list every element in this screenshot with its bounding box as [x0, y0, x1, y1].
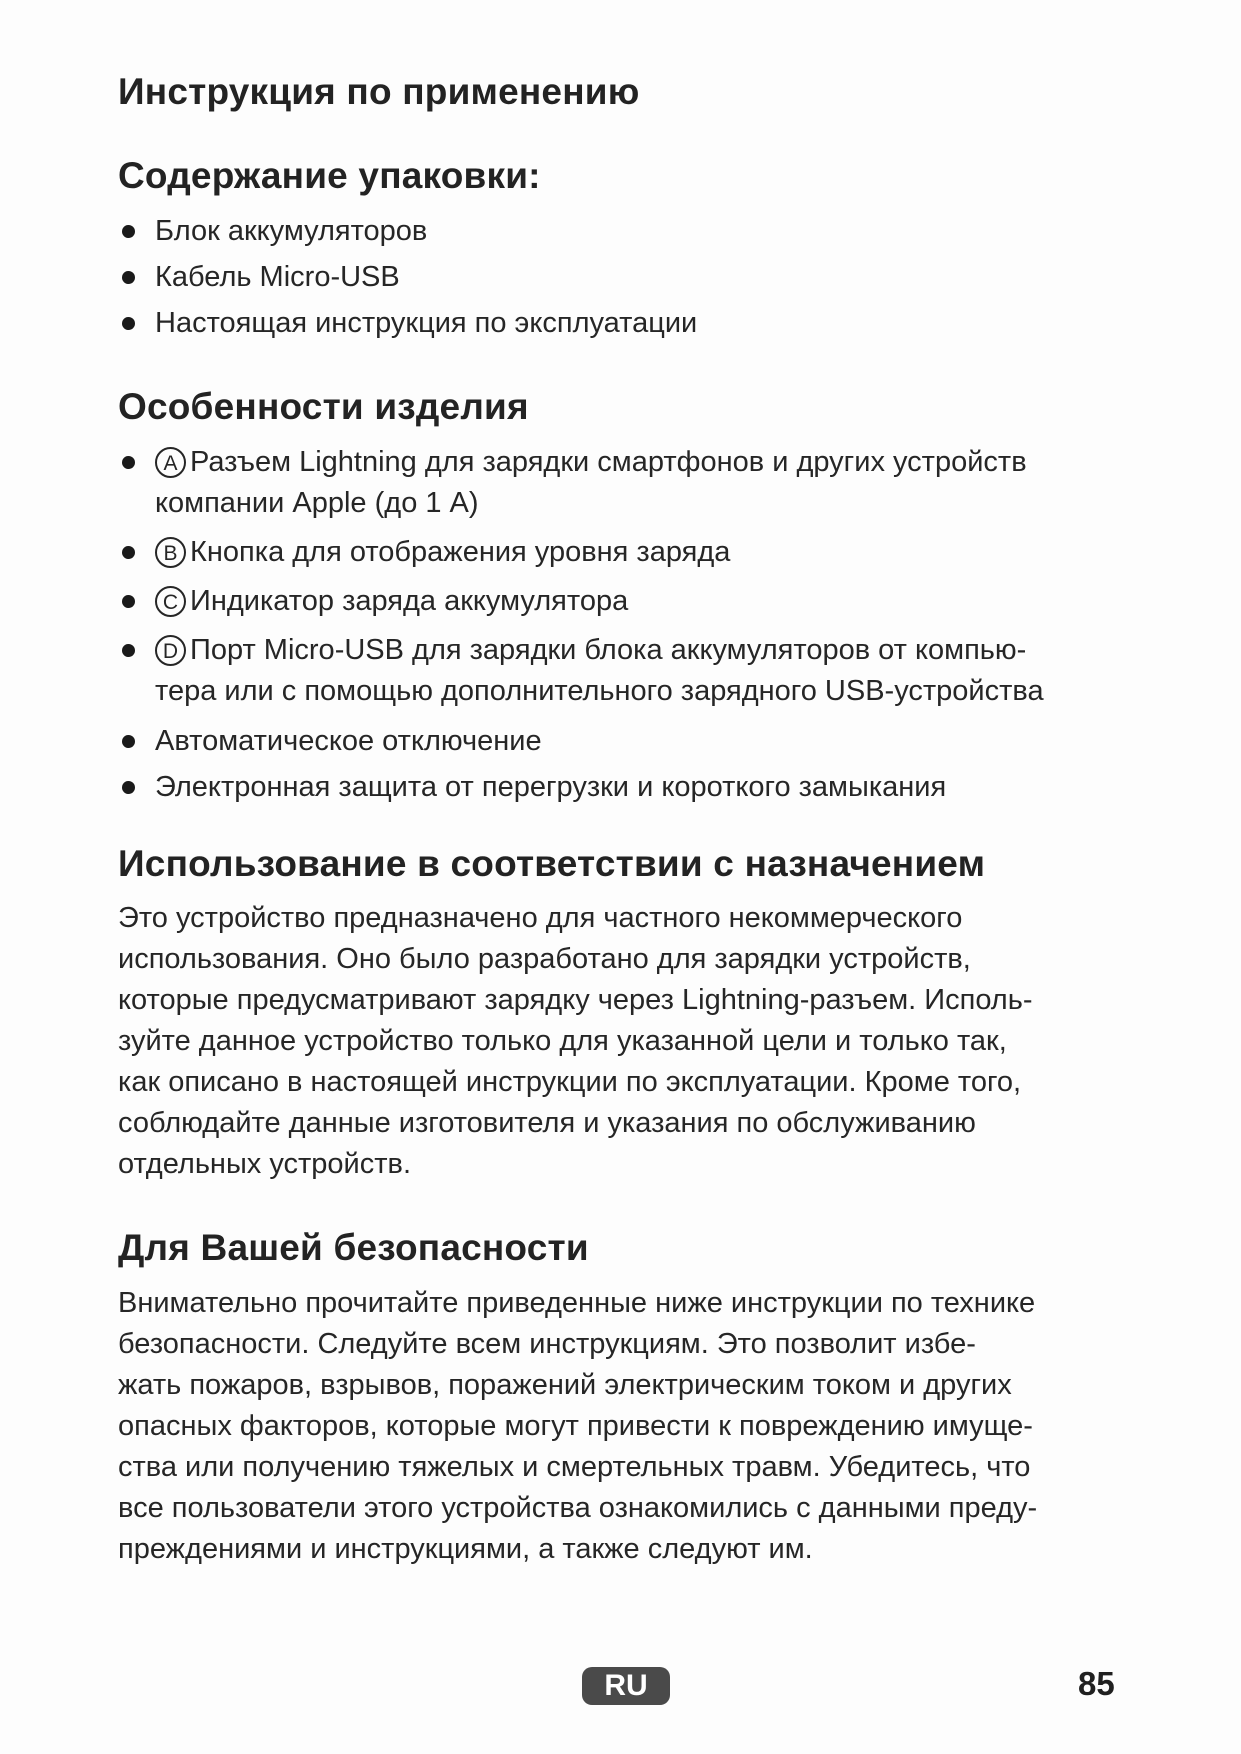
list-item: D Порт Micro-USB для зарядки блока аккумуляторов от компью- тера или с помощью дополнительного зарядного USB-устройства: [118, 630, 1148, 712]
list-item: A Разъем Lightning для зарядки смартфонов и других устройств компании Apple (до 1 А): [118, 442, 1148, 524]
page-title: Инструкция по применению: [118, 71, 640, 112]
page-number: 85: [1078, 1665, 1115, 1702]
list-item: Кабель Micro-USB: [118, 257, 1148, 298]
safety-paragraph: Внимательно прочитайте приведенные ниже инструкции по технике безопасности. Следуйте всем инструкциям. Это позволит избе- жать пожаров, взрывов, поражений электрическим током и других опасных факторов, которые могут привести к повреждению имуще- ства или получению тяжелых и смертельных травм. Убедитесь, что все пользователи этого устройства ознакомились с данными преду- преждениями и инструкциями, а также следуют им.: [118, 1287, 1038, 1565]
features-list: [118, 442, 1148, 808]
list-item: B Кнопка для отображения уровня заряда: [118, 532, 1148, 573]
usage-paragraph: Это устройство предназначено для частного некоммерческого использования. Оно было разработано для зарядки устройств, которые предусматривают зарядку через Lightning-разъем. Исполь- зуйте данное устройство только для указанной цели и только так, как описано в настоящей инструкции по эксплуатации. Кроме того, соблюдайте данные изготовителя и указания по обслуживанию отдельных устройств.: [118, 902, 1033, 1180]
bullet-icon: [122, 595, 135, 608]
bullet-icon: [122, 271, 135, 284]
list-item: Блок аккумуляторов: [118, 211, 1148, 252]
list-item: Настоящая инструкция по эксплуатации: [118, 303, 1148, 344]
bullet-icon: [122, 735, 135, 748]
bullet-icon: [122, 644, 135, 657]
bullet-icon: [122, 546, 135, 559]
safety-heading: Для Вашей безопасности: [118, 1227, 589, 1268]
marker-d-icon: D: [155, 635, 186, 666]
bullet-icon: [122, 781, 135, 794]
bullet-icon: [122, 456, 135, 469]
marker-c-icon: C: [155, 586, 186, 617]
bullet-icon: [122, 317, 135, 330]
marker-a-icon: A: [155, 447, 186, 478]
list-item: C Индикатор заряда аккумулятора: [118, 581, 1148, 622]
package-heading: Содержание упаковки:: [118, 155, 541, 196]
list-item: Автоматическое отключение: [118, 721, 1148, 762]
marker-b-icon: B: [155, 537, 186, 568]
features-heading: Особенности изделия: [118, 386, 529, 427]
package-list: [118, 211, 1148, 344]
list-item: Электронная защита от перегрузки и короткого замыкания: [118, 767, 1148, 808]
language-badge: RU: [582, 1667, 670, 1705]
bullet-icon: [122, 225, 135, 238]
usage-heading: Использование в соответствии с назначением: [118, 843, 986, 884]
